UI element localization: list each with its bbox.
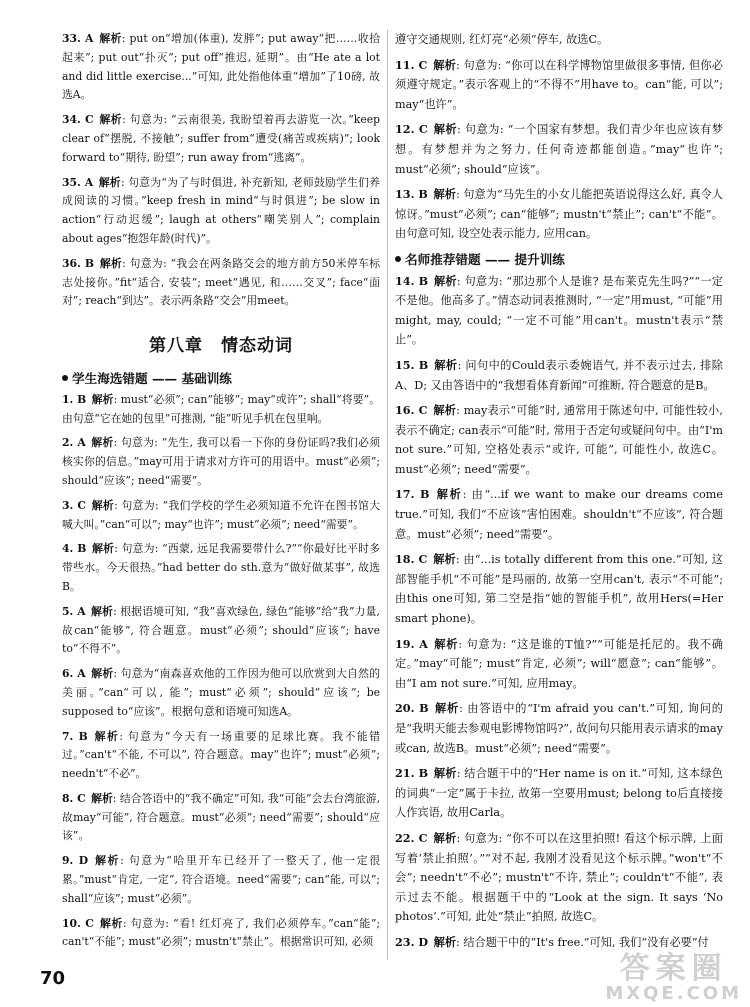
- answer-text: : 由答语中的“I'm afraid you can't.”可知, 询问的是“我明天能去参观电影博物馆吗?”, 故问句只能用表示请求的may或can, 故选B。must“必须”; need“需要”。: [395, 702, 723, 755]
- section-heading-text: 名师推荐错题 —— 提升训练: [405, 251, 565, 267]
- answer-text: : 由“...is totally different from this one.”可知, 这部智能手机“不可能”是玛丽的, 故第一空用can't, 表示“不可能”; 由this one可知, 第二空是指“她的智能手机”, 故用Hers(=Her smart phone)。: [395, 553, 723, 626]
- answer-text: : 句意为: “这是谁的T恤?”“可能是托尼的。我不确定。”may“可能”; must“肯定, 必须”; will“愿意”; can“能够”。由“I am not sure.”可知, 应用may。: [395, 637, 723, 690]
- answer-entry: [62, 391, 380, 429]
- answer-entry: [395, 401, 723, 479]
- answer-entry: [62, 665, 380, 721]
- answer-entry: [62, 30, 380, 105]
- answer-number: 10. C: [62, 916, 94, 930]
- answer-number: 16. C: [395, 403, 428, 418]
- answer-number: 14. B: [395, 273, 429, 288]
- answer-text: : 结合题干中的“Her name is on it.”可知, 这本绿色的词典“一定”属于卡拉, 故第一空要用must; belong to后直接接人作宾语, 故用Carla。: [395, 767, 723, 820]
- answer-number: 2. A: [62, 436, 86, 450]
- answer-entry: [395, 272, 723, 350]
- analysis-label: 解析: [98, 175, 121, 189]
- answer-number: 13. B: [395, 187, 428, 202]
- analysis-label: 解析: [433, 934, 457, 949]
- answer-number: 23. D: [395, 934, 429, 949]
- answer-text: : 句意为: “你不可以在这里拍照! 看这个标示牌, 上面写着‘禁止拍照’。”“对不起, 我刚才没看见这个标示牌。”won't“不会”; needn't“不必”; mustn't“不许, 禁止”; couldn't“不能”, 表示过去不能。根据题干中的“Look at the sign. It says ‘No photos’.”可知, 此处“禁止”拍照, 故选C。: [395, 831, 723, 924]
- answer-number: 9. D: [62, 854, 89, 868]
- analysis-label: 解析: [93, 729, 120, 743]
- bullet-icon: [395, 256, 401, 262]
- answer-entry: [395, 933, 723, 953]
- answer-text: : put on“增加(体重), 发胖”; put away“把……收拾起来”; put out“扑灭”; put off“推迟, 延期”。由“He ate a lot and did little exercise...”可知, 此处指他体重“增加”了10磅, 故选A。: [62, 32, 380, 102]
- answer-entry: [395, 550, 723, 628]
- analysis-label: 解析: [433, 552, 456, 567]
- answer-text: : 句意为: “看! 红灯亮了, 我们必须停车。”can“能”; can't“不能”; must“必须”; mustn't“禁止”。根据常识可知, 必须: [62, 916, 381, 949]
- answer-number: 15. B: [395, 357, 429, 372]
- analysis-label: 解析: [433, 830, 457, 845]
- answer-number: 33. A: [62, 32, 94, 45]
- answer-text: : 根据语境可知, “我”喜欢绿色, 绿色“能够”给“我”力量, 故can“能够”, 符合题意。must“必须”; should“应该”; have to“不得不”。: [62, 604, 380, 656]
- answer-entry: [62, 255, 380, 311]
- answer-number: 18. C: [395, 552, 428, 567]
- answer-text: : 句意为: “我们学校的学生必须知道不允许在图书馆大喊大叫。”can“可以”; may“也许”; must“必须”; need“需要”。: [62, 498, 381, 531]
- answer-text: : 结合答语中的“我不确定”可知, 我“可能”会去台湾旅游, 故may“可能”, 符合题意。must“必须”; need“需要”; should“应该”。: [62, 791, 381, 843]
- analysis-label: 解析: [98, 32, 122, 45]
- answer-entry: [62, 603, 380, 659]
- watermark-line1: 答案圈: [619, 951, 728, 986]
- answer-entry: [395, 56, 723, 115]
- answer-number: 3. C: [62, 498, 86, 512]
- answer-text: : 句意为: “你可以在科学博物馆里做很多事情, 但你必须遵守规定。”表示客观上的“不得不”用have to。can“能, 可以”; may“也许”。: [395, 58, 723, 111]
- answer-entry: [395, 120, 723, 179]
- answer-text: : 结合题干中的“It's free.”可知, 我们“没有必要”付: [456, 935, 709, 949]
- watermark-line2: MXQE.COM: [605, 983, 742, 1004]
- answer-number: 12. C: [395, 122, 428, 137]
- answer-number: 36. B: [62, 256, 95, 270]
- answer-entry: [62, 111, 380, 167]
- analysis-label: 解析: [91, 392, 114, 406]
- answer-number: 20. B: [395, 701, 429, 716]
- analysis-label: 解析: [433, 273, 457, 288]
- answer-number: 17. B: [395, 487, 430, 502]
- answer-entry: [395, 485, 723, 544]
- column-divider: [387, 30, 388, 960]
- answer-number: 8. C: [62, 791, 86, 805]
- analysis-label: 解析: [433, 766, 457, 781]
- left-column: [62, 30, 380, 958]
- answer-entry: [62, 852, 380, 908]
- section-heading-advanced: [395, 250, 723, 270]
- chapter-title: 第八章 情态动词: [149, 336, 293, 357]
- analysis-label: 解析: [433, 403, 457, 418]
- page-number: 70: [40, 968, 66, 989]
- answer-number: 5. A: [62, 604, 86, 618]
- answer-number: 11. C: [395, 57, 428, 72]
- answer-text: : 句意为: “先生, 我可以看一下你的身份证吗?我们必须核实你的信息。”may可用于请求对方许可的用语中。must“必须”; should“应该”; need“需要”。: [62, 436, 380, 487]
- bullet-icon: [62, 375, 68, 381]
- answer-entry: [395, 635, 723, 694]
- answer-text: : may表示“可能”时, 通常用于陈述句中, 可能性较小, 表示不确定; can表示“可能”时, 常用于否定句或疑问句中。由“I'm not sure.”可知, 空格处表示“或许, 可能”, 可能性小, 故选C。must“必须”; need“需要”。: [395, 404, 723, 476]
- analysis-label: 解析: [435, 487, 463, 502]
- analysis-label: 解析: [433, 122, 458, 137]
- analysis-label: 解析: [99, 916, 124, 930]
- analysis-label: 解析: [91, 791, 113, 805]
- answer-number: 1. B: [62, 392, 87, 406]
- answer-text: : 句意为“今天有一场重要的足球比赛。我不能错过。”can't“不能, 不可以”, 符合题意。may“也许”; must“必须”; needn't“不必”。: [62, 729, 381, 781]
- answer-text: : 由“...if we want to make our dreams come true.”可知, 我们“不应该”害怕困难。shouldn't“不应该”, 符合题意。must“必须”; need“需要”。: [395, 488, 723, 541]
- answer-text: : 句意为: “我会在两条路交会的地方前方50米停车标志处接你。”fit“适合, 安装”; meet“遇见, 和……交叉”; face“面对”; reach“到达”。表示两条路“交会”用meet。: [62, 256, 380, 308]
- answer-number: 34. C: [62, 113, 94, 127]
- answer-entry: [62, 174, 380, 249]
- continuation-text: 遵守交通规则, 红灯亮“必须”停车, 故选C。: [395, 33, 609, 46]
- answer-number: 19. A: [395, 636, 428, 651]
- analysis-label: 解析: [433, 187, 456, 202]
- analysis-label: 解析: [434, 701, 460, 716]
- analysis-label: 解析: [433, 357, 458, 372]
- answer-entry: [62, 915, 380, 953]
- watermark-logo: [605, 953, 742, 1003]
- analysis-label: 解析: [93, 854, 121, 868]
- answer-number: 6. A: [62, 667, 86, 681]
- right-column: [395, 30, 723, 959]
- analysis-label: 解析: [433, 636, 459, 651]
- analysis-label: 解析: [91, 667, 114, 681]
- answer-text: : 句意为“哈里开车已经开了一整天了, 他一定很累。”must“肯定, 一定”, 符合语境。need“需要”; can“能, 可以”; shall“应该”; must“必须”。: [62, 854, 380, 905]
- answer-number: 4. B: [62, 542, 87, 556]
- answer-entry: [62, 540, 380, 596]
- answer-entry: [395, 764, 723, 823]
- answer-entry: [395, 829, 723, 927]
- answer-number: 7. B: [62, 729, 88, 743]
- section-heading-text: 学生海选错题 —— 基础训练: [72, 370, 232, 386]
- answer-number: 22. C: [395, 830, 428, 845]
- answer-text: : 句意为“为了与时俱进, 补充新知, 老师鼓励学生们养成阅读的习惯。”keep fresh in mind“与时俱进”; be slow in action“行动迟缓”; laugh at others“嘲笑别人”; complain about ages“抱怨年龄(时代)”。: [62, 175, 381, 245]
- answer-text: : 句意为: “那边那个人是谁? 是布莱克先生吗?”“一定不是他。他高多了。”情态动词表推测时, “一定”用must, “可能”用might, may, could; “一定不可能”用can't。mustn't表示“禁止”。: [395, 274, 723, 347]
- answer-entry: [395, 699, 723, 758]
- answer-number: 35. A: [62, 175, 94, 189]
- answer-entry: [395, 356, 723, 395]
- section-heading-basic: [62, 370, 380, 389]
- answer-text: : 句意为“马先生的小女儿能把英语说得这么好, 真令人惊讶。”must“必须”; can“能够”; mustn't“禁止”; can't“不能”。由句意可知, 设空处表示能力, 应用can。: [395, 188, 723, 241]
- answer-entry: [62, 790, 380, 846]
- answer-number: 21. B: [395, 766, 429, 781]
- answer-text: : 问句中的Could表示委婉语气, 并不表示过去, 排除A、D; 又由答语中的“我想看体育新闻”可推断, 符合题意的是B。: [395, 358, 723, 392]
- analysis-label: 解析: [91, 498, 115, 512]
- answer-entry: [62, 434, 380, 490]
- answer-entry: [62, 497, 380, 535]
- analysis-label: 解析: [433, 57, 456, 72]
- answer-text: : must“必须”; can“能够”; may“或许”; shall“将要”。由句意“它在她的包里”可推测, “能”听见手机在包里响。: [62, 392, 381, 425]
- answer-text: : 句意为: “云南很美, 我盼望着再去游览一次。”keep clear of“摆脱, 不接触”; suffer from“遭受(痛苦或疾病)”; look forward to“期待, 盼望”; run away from“逃离”。: [62, 113, 381, 164]
- analysis-label: 解析: [99, 113, 123, 127]
- analysis-label: 解析: [99, 256, 123, 270]
- analysis-label: 解析: [91, 436, 114, 450]
- answer-text: : 句意为: “一个国家有梦想。我们青少年也应该有梦想。有梦想并为之努力, 任何奇迹都能创造。”may“也许”; must“必须”; should“应该”。: [395, 123, 723, 176]
- answer-text: : 句意为: “西蒙, 远足我需要带什么?”“你最好比平时多带些水。今天很热。”had better do sth.意为“做好做某事”, 故选B。: [62, 542, 381, 593]
- answer-entry: [62, 728, 380, 784]
- analysis-label: 解析: [90, 604, 114, 618]
- answer-entry: [395, 185, 723, 244]
- analysis-label: 解析: [91, 542, 115, 556]
- answer-text: : 句意为“南森喜欢他的工作因为他可以欣赏到大自然的美丽。”can“可以, 能”; must“必须”; should“应该”; be supposed to“应该”。根据句意和语境可知选A。: [62, 667, 380, 718]
